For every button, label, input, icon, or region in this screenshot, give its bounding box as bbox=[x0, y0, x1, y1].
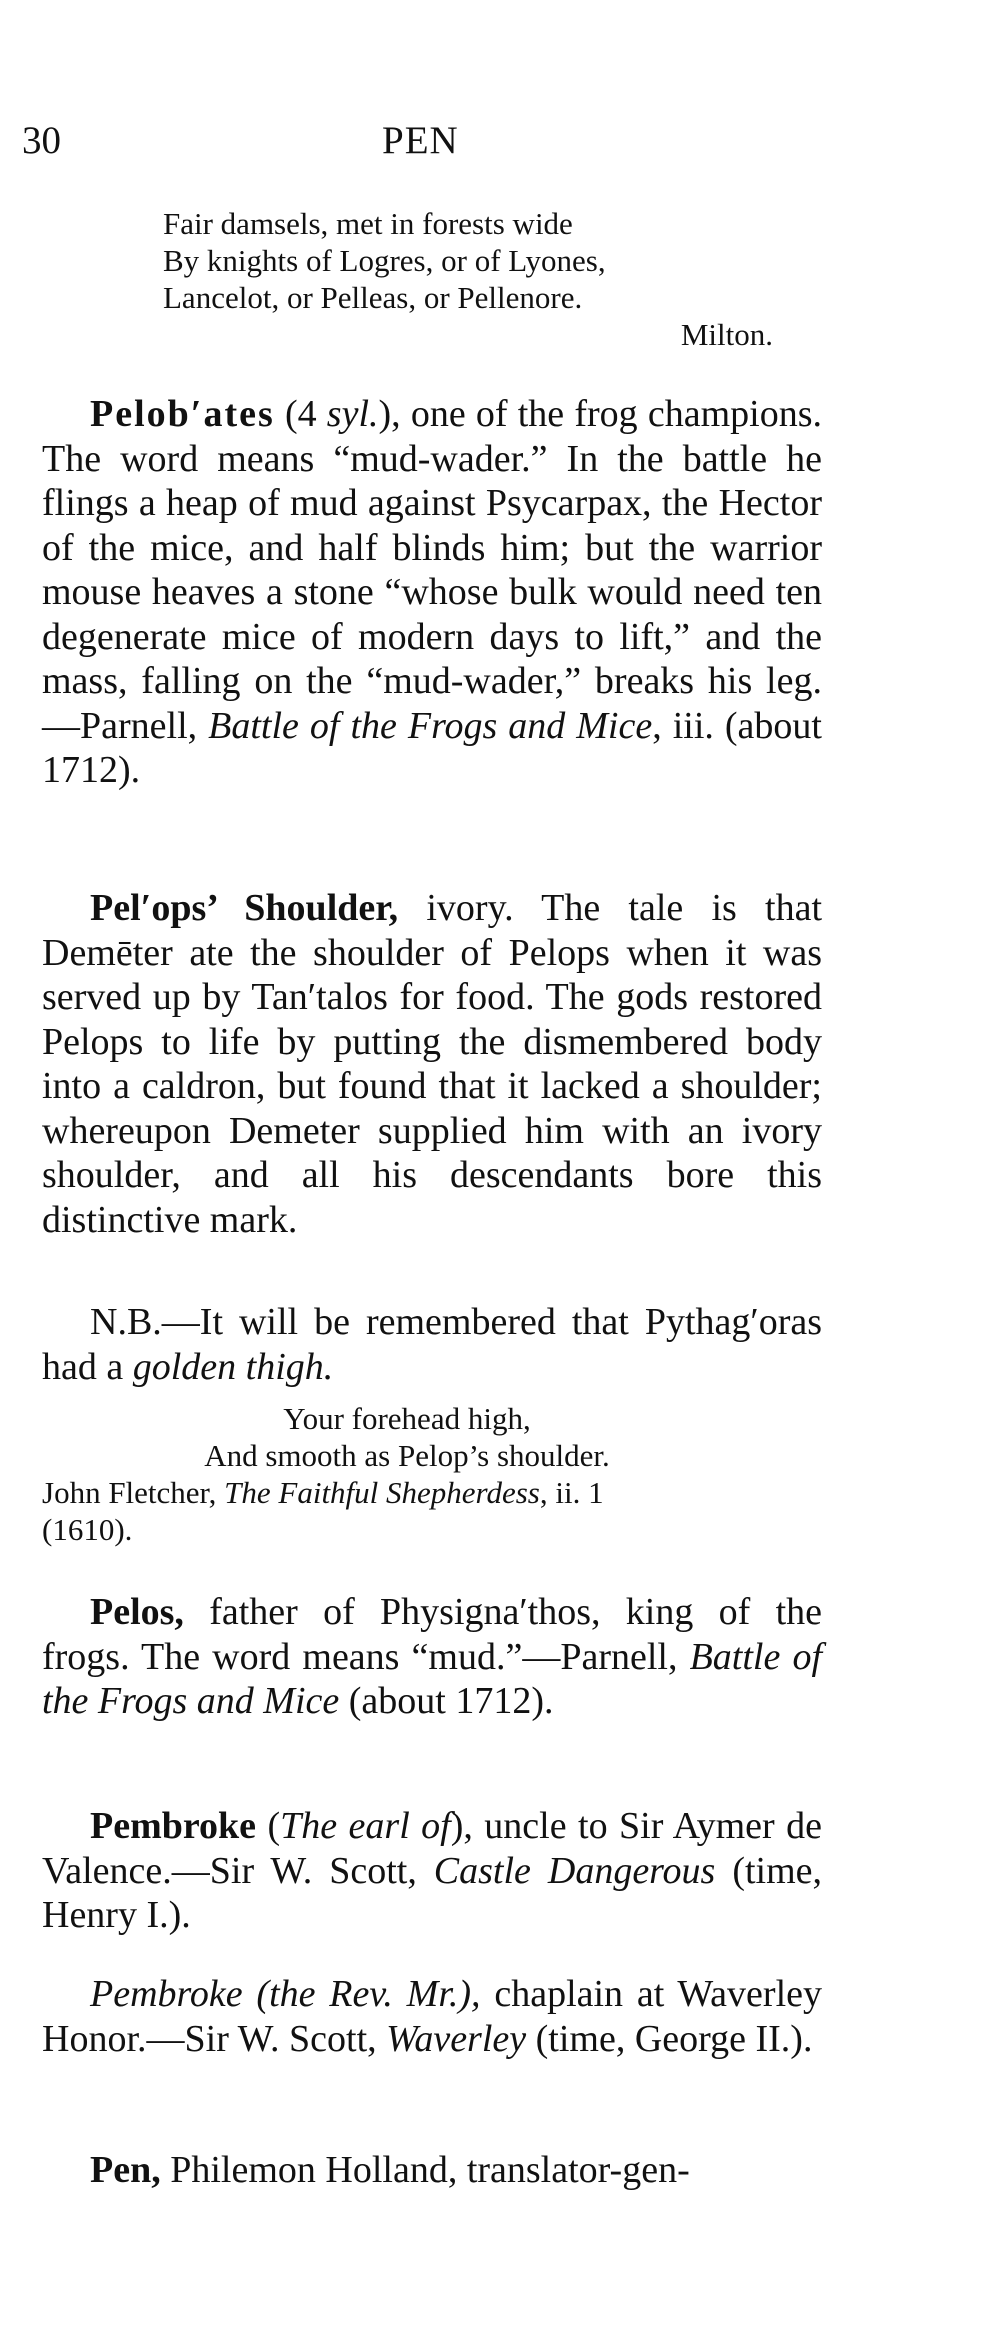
entry-text: (time, Henry I.). bbox=[42, 1849, 823, 1936]
verse-attribution: Milton. bbox=[680, 317, 773, 352]
entry-title-italic: Castle Dangerous bbox=[433, 1849, 716, 1892]
entry-pelos bbox=[42, 1590, 822, 1724]
entry-pen bbox=[42, 2148, 822, 2193]
page-number: 30 bbox=[22, 119, 61, 162]
entry-text-italic: syl. bbox=[326, 393, 379, 435]
note-italic: golden thigh. bbox=[132, 1345, 334, 1388]
entry-pelops-shoulder bbox=[42, 886, 822, 1242]
entry-headword: Pelob′ates bbox=[90, 393, 275, 435]
entry-title-italic: Waverley bbox=[386, 2017, 527, 2060]
entry-pembroke-rev bbox=[42, 1972, 822, 2061]
entry-text: ivory. The tale is that Demēter ate the shoulder of Pelops when it was served up by Tan′talos for food. The gods restored Pelops to life by putting the dismembered body into a caldron, but found that it lacked a shoulder; whereupon Demeter supplied him with an ivory shoulder, and all his descendants bore this distinctive mark. bbox=[42, 887, 823, 1241]
entry-text: ( bbox=[256, 1805, 281, 1847]
verse-line: Lancelot, or Pelleas, or Pellenore. bbox=[163, 280, 583, 315]
quoted-verse bbox=[42, 1400, 772, 1548]
entry-text: ), one of the frog champions. The word means “mud-wader.” In the battle he flings a heap of mud against Psycarpax, the Hector of the mice, and half blinds him; but the warrior mouse heaves a stone “whose bulk would need ten degenerate mice of modern days to lift,” and the mass, falling on the “mud-wader,” breaks his leg.—Parnell, bbox=[42, 393, 822, 747]
entry-text: ), uncle to Sir Aymer de Valence.—Sir W. Scott, bbox=[42, 1805, 822, 1892]
entry-text: (about 1712). bbox=[339, 1680, 554, 1722]
quote-reference: , ii. 1 bbox=[539, 1475, 604, 1510]
entry-headword: Pembroke bbox=[90, 1805, 257, 1847]
entry-text: (4 bbox=[274, 393, 327, 435]
entry-text-italic: The earl of bbox=[280, 1805, 451, 1847]
quote-title: The Faithful Shepherdess bbox=[224, 1475, 540, 1510]
quote-year: (1610). bbox=[42, 1512, 133, 1547]
entry-text: chaplain at Waverley Honor.—Sir W. Scott, bbox=[42, 1973, 822, 2060]
quote-source bbox=[42, 1474, 772, 1511]
entry-pelobates bbox=[42, 392, 822, 793]
opening-verse bbox=[163, 205, 783, 353]
entry-title-italic: Battle of the Frogs and Mice bbox=[208, 704, 653, 747]
entry-text: Philemon Holland, translator-gen- bbox=[160, 2149, 690, 2191]
entry-pembroke-earl bbox=[42, 1804, 822, 1938]
entry-text: , iii. (about 1712). bbox=[42, 704, 822, 791]
note-text: N.B.—It will be remembered that Pythag′oras had a bbox=[42, 1301, 822, 1388]
entry-headword: Pembroke (the Rev. Mr.), bbox=[90, 1973, 481, 2015]
entry-text: father of Physigna′thos, king of the frogs. The word means “mud.”—Parnell, bbox=[42, 1591, 822, 1678]
verse-line: Fair damsels, met in forests wide bbox=[163, 206, 573, 241]
running-head: PEN bbox=[382, 119, 459, 162]
entry-text: (time, George II.). bbox=[526, 2017, 813, 2060]
verse-line: Your forehead high, bbox=[283, 1401, 531, 1436]
entry-headword: Pelos, bbox=[90, 1591, 184, 1633]
quote-author: John Fletcher, bbox=[42, 1475, 225, 1510]
entry-headword: Pen, bbox=[90, 2149, 161, 2191]
verse-line: By knights of Logres, or of Lyones, bbox=[163, 243, 606, 278]
entry-note bbox=[42, 1300, 822, 1389]
entry-headword: Pel′ops’ Shoulder, bbox=[90, 887, 399, 929]
entry-title-italic: Battle of the Frogs and Mice bbox=[42, 1635, 823, 1722]
verse-line: And smooth as Pelop’s shoulder. bbox=[204, 1438, 610, 1473]
